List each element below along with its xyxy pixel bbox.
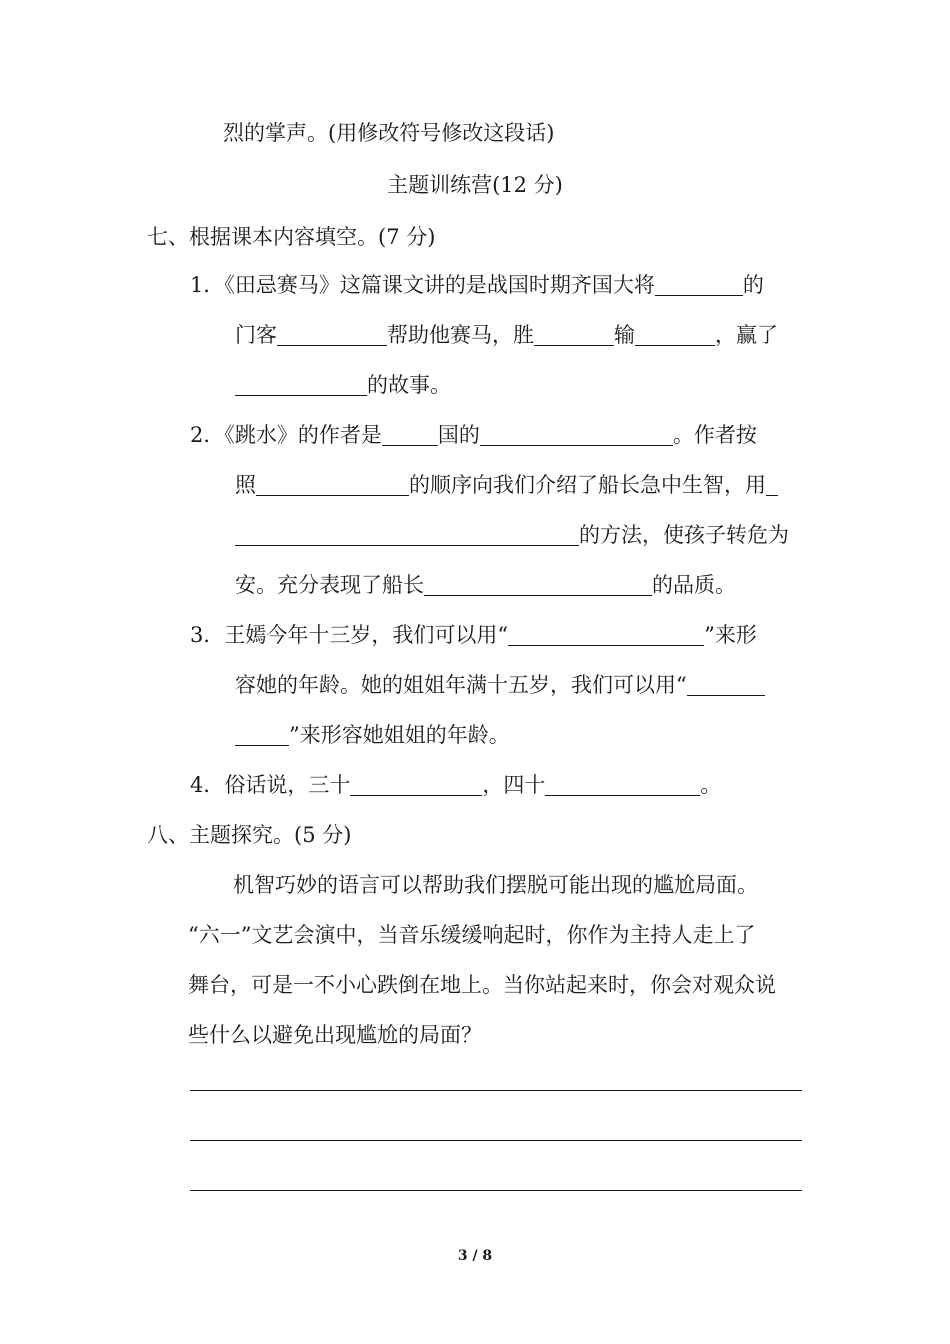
- q7-item2-line2: [235, 470, 778, 500]
- q7-item2-text-h: 的品质。: [652, 573, 736, 597]
- blank-general-name[interactable]: [655, 273, 743, 296]
- q8-prompt-line2: “六一”文艺会演中，当音乐缓缓响起时，你作为主持人走上了: [188, 923, 756, 947]
- q7-item2-text-d: 照: [235, 473, 256, 497]
- page-number: 3 / 8: [457, 1248, 493, 1264]
- q7-item1-text-a: 《田忌赛马》这篇课文讲的是战国时期齐国大将: [224, 273, 655, 297]
- q7-item2-line4: [235, 570, 736, 600]
- q7-item1-line2: [235, 320, 778, 350]
- blank-captain-quality[interactable]: [424, 573, 652, 596]
- q8-prompt-line4: 些什么以避免出现尴尬的局面？: [188, 1023, 482, 1047]
- q7-item2-text-f: 的方法，使孩子转危为: [579, 523, 789, 547]
- q7-item2-number: 2．: [190, 423, 225, 447]
- blank-losses[interactable]: [635, 323, 715, 346]
- q7-heading: 七、根据课本内容填空。(7 分): [147, 225, 436, 249]
- blank-wins[interactable]: [534, 323, 614, 346]
- q8-heading: 八、主题探究。(5 分): [147, 823, 352, 847]
- blank-author-country[interactable]: [382, 423, 438, 446]
- q7-item2-text-c: 。作者按: [672, 423, 757, 447]
- q7-item4-text-a: 俗话说，三十: [224, 773, 351, 797]
- q7-item3-text-b: ”来形: [704, 623, 757, 647]
- blank-narrative-order[interactable]: [256, 473, 409, 496]
- q7-item1-line1: [190, 270, 764, 300]
- blank-author-name[interactable]: [480, 423, 673, 446]
- blank-age-15-start[interactable]: [687, 673, 765, 696]
- blank-thirty[interactable]: [350, 773, 482, 796]
- blank-method[interactable]: [235, 523, 579, 546]
- q7-item2-text-a: 《跳水》的作者是: [224, 423, 382, 447]
- q7-item1-text-f: ，赢了: [715, 323, 778, 347]
- q7-item3-text-a: 王嫣今年十三岁，我们可以用“: [224, 623, 509, 647]
- section-title: 主题训练营(12 分): [387, 173, 563, 197]
- q7-item2-text-e: 的顺序向我们介绍了船长急中生智，用: [409, 473, 766, 497]
- q7-item2-line1: [190, 420, 757, 450]
- q7-item1-line3: [235, 370, 451, 400]
- q7-item3-text-d: ”来形容她姐姐的年龄。: [289, 723, 510, 747]
- q7-item4-number: 4．: [190, 773, 225, 797]
- blank-age-13[interactable]: [508, 623, 704, 646]
- q7-item3-line2: [235, 670, 765, 700]
- q7-item1-text-b: 的: [742, 273, 764, 297]
- q7-item4-text-c: 。: [700, 773, 722, 797]
- answer-line-1[interactable]: [190, 1090, 802, 1091]
- q7-item4-line1: [190, 770, 721, 800]
- prev-paragraph-end: 烈的掌声。(用修改符号修改这段话): [223, 121, 555, 145]
- q8-prompt-line3: 舞台，可是一不小心跌倒在地上。当你站起来时，你会对观众说: [188, 973, 776, 997]
- blank-age-15[interactable]: [235, 723, 289, 746]
- answer-line-3[interactable]: [190, 1190, 802, 1191]
- blank-retainer-name[interactable]: [277, 323, 387, 346]
- q7-item4-text-b: ，四十: [482, 773, 546, 797]
- q7-item1-text-d: 帮助他赛马，胜: [387, 323, 534, 347]
- answer-line-2[interactable]: [190, 1140, 802, 1141]
- q7-item3-line1: [190, 620, 757, 650]
- blank-forty[interactable]: [545, 773, 700, 796]
- q7-item2-line3: [235, 520, 789, 550]
- q7-item1-number: 1．: [190, 273, 225, 297]
- q7-item3-number: 3．: [190, 623, 225, 647]
- q7-item2-text-b: 国的: [437, 423, 480, 447]
- q7-item3-line3: [235, 720, 510, 750]
- blank-method-start[interactable]: [766, 473, 778, 496]
- blank-result[interactable]: [235, 373, 367, 396]
- q7-item1-text-e: 输: [614, 323, 635, 347]
- q7-item2-text-g: 安。充分表现了船长: [235, 573, 424, 597]
- q7-item3-text-c: 容她的年龄。她的姐姐年满十五岁，我们可以用“: [235, 673, 687, 697]
- q8-prompt-line1: 机智巧妙的语言可以帮助我们摆脱可能出现的尴尬局面。: [233, 873, 758, 897]
- q7-item1-text-c: 门客: [235, 323, 277, 347]
- q7-item1-text-g: 的故事。: [367, 373, 451, 397]
